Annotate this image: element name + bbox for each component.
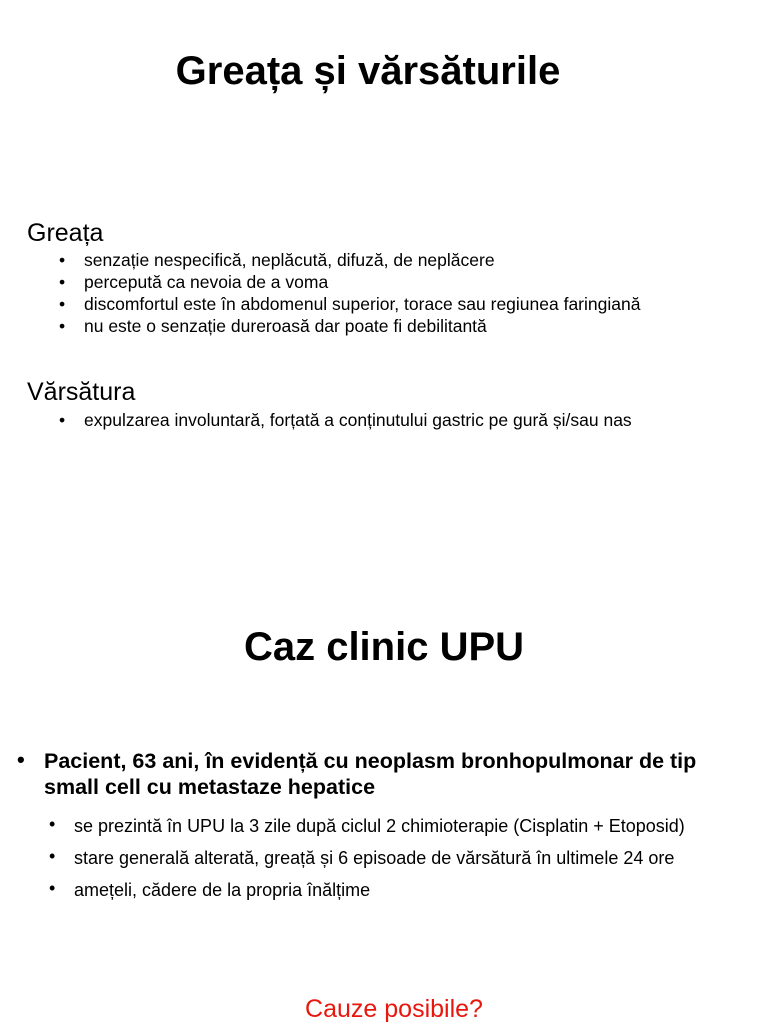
list-item: • se prezintă în UPU la 3 zile după ciclul 2 chimioterapie (Cisplatin + Etoposid) <box>49 814 685 836</box>
list-item: • stare generală alterată, greață și 6 episoade de vărsătură în ultimele 24 ore <box>49 846 675 868</box>
list-item: • nu este o senzație dureroasă dar poate fi debilitantă <box>59 316 487 336</box>
list-item: • senzație nespecifică, neplăcută, difuză, de neplăcere <box>59 250 495 270</box>
case-sub-list <box>0 814 685 910</box>
case-main-point: Pacient, 63 ani, în evidență cu neoplasm bronhopulmonar de tip small cell cu metastaze hepatice <box>44 749 697 799</box>
bullet-icon: • <box>49 878 56 898</box>
list-item: • expulzarea involuntară, forțată a conținutului gastric pe gură și/sau nas <box>59 410 632 430</box>
bullet-icon: • <box>59 250 66 270</box>
bullet-icon: • <box>59 294 66 314</box>
bullet-icon: • <box>59 272 66 292</box>
varsatura-bullet-list <box>0 409 632 431</box>
question-text: Cauze posibile? <box>305 995 483 1023</box>
slide-title: Caz clinic UPU <box>243 625 525 669</box>
bullet-icon: • <box>17 747 25 772</box>
bullet-icon: • <box>49 846 56 866</box>
section-heading-greata: Greața <box>27 219 104 247</box>
list-item: • amețeli, cădere de la propria înălțime <box>49 878 371 900</box>
section-heading-varsatura: Vărsătura <box>27 378 136 406</box>
greata-bullet-list <box>0 249 640 337</box>
bullet-icon: • <box>49 814 56 834</box>
slide-title: Greața și vărsăturile <box>175 49 561 93</box>
bullet-icon: • <box>59 410 66 430</box>
bullet-icon: • <box>59 316 66 336</box>
list-item: • percepută ca nevoia de a voma <box>59 272 329 292</box>
list-item: • discomfortul este în abdomenul superior, torace sau regiunea faringiană <box>59 294 641 314</box>
